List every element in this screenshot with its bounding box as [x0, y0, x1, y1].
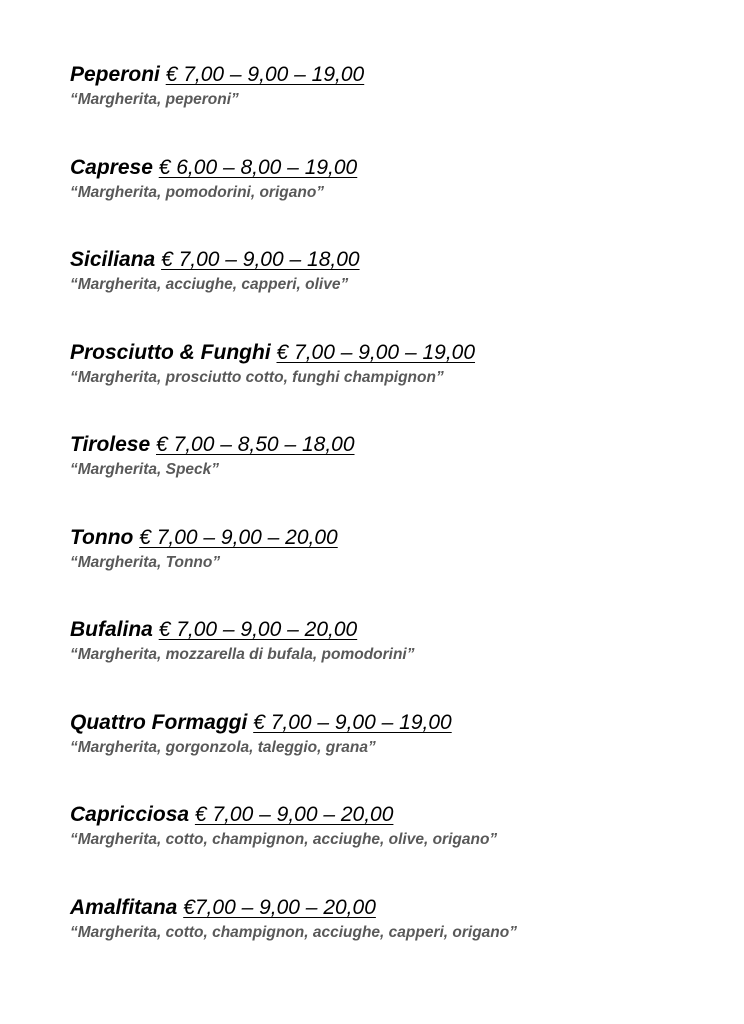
menu-item-title-line	[70, 339, 710, 367]
menu-item-name: Capricciosa	[70, 803, 190, 826]
menu-item-amalfitana	[70, 894, 710, 987]
menu-item-capricciosa	[70, 801, 710, 894]
menu-item-name: Caprese	[70, 155, 153, 179]
menu-item-description: “Margherita, peperoni”	[70, 91, 239, 108]
menu-item-price: € 7,00 – 9,00 – 20,00	[194, 803, 394, 826]
menu-item-title-line	[70, 801, 710, 829]
menu-item-description: “Margherita, Tonno”	[70, 553, 221, 571]
menu-item-title-line	[70, 431, 710, 459]
menu-item-description: “Margherita, pomodorini, origano”	[70, 183, 325, 201]
menu-item-price: € 7,00 – 9,00 – 19,00	[276, 340, 476, 364]
menu-item-name: Peperoni	[70, 63, 160, 86]
menu-item-title-line	[70, 616, 710, 644]
menu-item-caprese	[70, 154, 710, 247]
menu-item-price: €7,00 – 9,00 – 20,00	[183, 895, 376, 919]
menu-item-tirolese	[70, 431, 710, 524]
menu-item-name: Siciliana	[70, 248, 156, 271]
menu-item-title-line	[70, 524, 710, 552]
menu-item-name: Bufalina	[70, 618, 153, 641]
menu-item-price: € 7,00 – 9,00 – 19,00	[253, 710, 452, 734]
menu-item-price: € 7,00 – 9,00 – 20,00	[139, 525, 338, 549]
menu-item-price: € 6,00 – 8,00 – 19,00	[158, 155, 358, 179]
menu-item-description: “Margherita, gorgonzola, taleggio, grana”	[70, 738, 376, 756]
menu-item-name: Tirolese	[70, 433, 151, 456]
menu-item-description: “Margherita, prosciutto cotto, funghi champignon”	[70, 368, 444, 386]
menu-item-quattro-formaggi	[70, 709, 710, 802]
menu-item-name: Prosciutto & Funghi	[70, 340, 271, 364]
menu-item-description: “Margherita, mozzarella di bufala, pomodorini”	[70, 646, 415, 663]
menu-item-name: Quattro Formaggi	[70, 710, 248, 734]
menu-item-bufalina	[70, 616, 710, 709]
menu-item-title-line	[70, 61, 710, 89]
menu-item-description: “Margherita, cotto, champignon, acciughe, olive, origano”	[70, 831, 498, 848]
menu-item-title-line	[70, 894, 710, 922]
menu-item-price: € 7,00 – 9,00 – 20,00	[158, 618, 358, 641]
menu-item-name: Tonno	[70, 525, 134, 549]
menu-item-name: Amalfitana	[70, 895, 178, 919]
menu-item-description: “Margherita, cotto, champignon, acciughe, capperi, origano”	[70, 923, 517, 941]
menu-item-price: € 7,00 – 9,00 – 19,00	[165, 63, 365, 86]
menu-item-peperoni	[70, 61, 710, 154]
menu-item-tonno	[70, 524, 710, 617]
menu-item-title-line	[70, 246, 710, 274]
menu-item-title-line	[70, 154, 710, 182]
menu-item-price: € 7,00 – 8,50 – 18,00	[156, 433, 355, 456]
menu-item-prosciutto-funghi	[70, 339, 710, 432]
menu-item-description: “Margherita, acciughe, capperi, olive”	[70, 276, 349, 293]
menu-item-price: € 7,00 – 9,00 – 18,00	[161, 248, 360, 271]
pizza-menu-list	[70, 61, 710, 986]
menu-item-description: “Margherita, Speck”	[70, 461, 220, 478]
menu-item-siciliana	[70, 246, 710, 339]
menu-item-title-line	[70, 709, 710, 737]
